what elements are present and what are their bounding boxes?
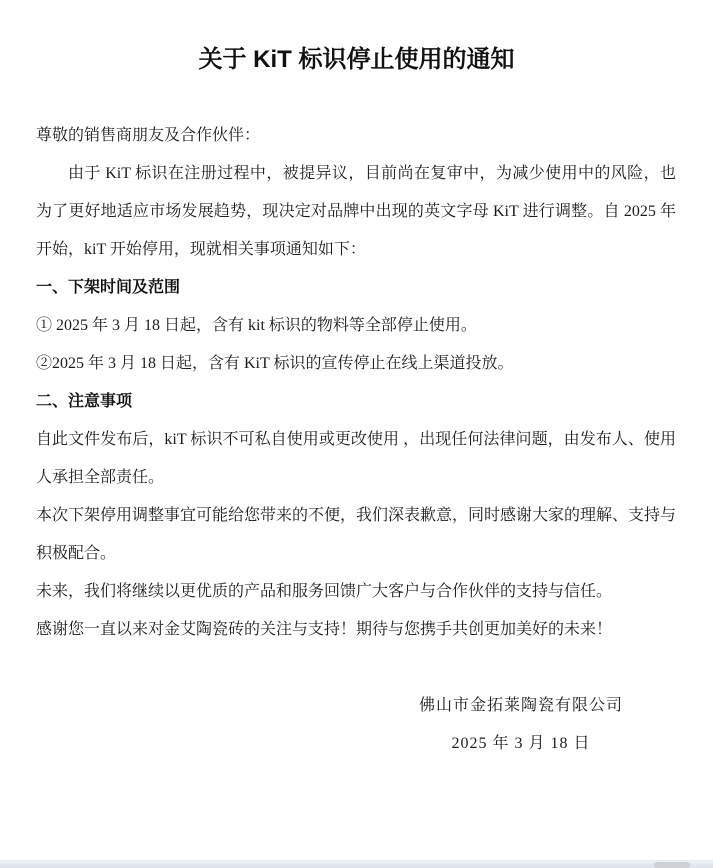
- document-body: [36, 117, 676, 763]
- signature-date: 2025 年 3 月 18 日: [451, 735, 591, 752]
- page-title: 关于 KiT 标识停止使用的通知: [198, 46, 515, 73]
- section2-paragraph-2: 本次下架停用调整事宜可能给您带来的不便，我们深表歉意，同时感谢大家的理解、支持与积极配合。: [36, 507, 677, 562]
- salutation: 尊敬的销售商朋友及合作伙伴：: [36, 127, 261, 144]
- closing-paragraph-2: 感谢您一直以来对金艾陶瓷砖的关注与支持！期待与您携手共创更加美好的未来！: [36, 621, 613, 638]
- signature-company: 佛山市金拓莱陶瓷有限公司: [418, 697, 623, 714]
- section2-heading: 二、注意事项: [36, 393, 133, 410]
- section2-paragraph-1: 自此文件发布后，kiT 标识不可私自使用或更改使用 ，出现任何法律问题，由发布人、使用人承担全部责任。: [36, 431, 676, 486]
- scrollbar-thumb[interactable]: [654, 862, 690, 868]
- intro-paragraph: 由于 KiT 标识在注册过程中，被提异议，目前尚在复审中，为减少使用中的风险，也为了更好地适应市场发展趋势，现决定对品牌中出现的英文字母 KiT 进行调整。自 2025 年开始，kiT 开始停用，现就相关事项通知如下：: [36, 165, 676, 258]
- signature-block: [419, 687, 623, 763]
- horizontal-scrollbar[interactable]: [0, 860, 713, 868]
- section1-item-1: ① 2025 年 3 月 18 日起，含有 kit 标识的物料等全部停止使用。: [36, 317, 477, 334]
- section1-heading: 一、下架时间及范围: [36, 279, 181, 296]
- closing-paragraph-1: 未来，我们将继续以更优质的产品和服务回馈广大客户与合作伙伴的支持与信任。: [36, 583, 613, 600]
- section1-item-2: ②2025 年 3 月 18 日起，含有 KiT 标识的宣传停止在线上渠道投放。: [36, 355, 514, 372]
